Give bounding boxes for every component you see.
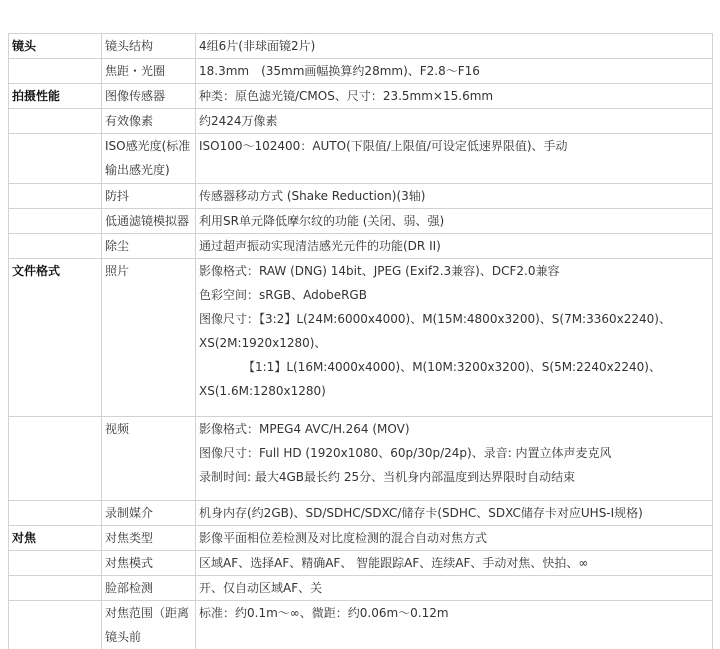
spec-label: 对焦模式	[102, 551, 196, 576]
spec-label: 照片	[102, 259, 196, 417]
spec-table	[8, 33, 713, 649]
category-cell	[9, 501, 102, 526]
photo-size-line: 图像尺寸：【3:2】L(24M:6000x4000)、M(15M:4800x3200)、S(7M:3360x2240)、	[199, 307, 709, 331]
spec-label-text: 对焦范围（距离镜头前	[105, 601, 192, 649]
table-row	[9, 134, 713, 184]
category-cell	[9, 184, 102, 209]
spec-label: 视频	[102, 417, 196, 501]
category-cell: 对焦	[9, 526, 102, 551]
category-cell	[9, 601, 102, 649]
table-row	[9, 576, 713, 601]
spec-value	[196, 417, 713, 501]
spec-value: 开、仅自动区域AF、关	[196, 576, 713, 601]
category-cell	[9, 134, 102, 184]
spec-label-text: ISO感光度(标准输出感光度)	[105, 134, 192, 182]
video-time-line: 录制时间: 最大4GB最长约 25分、当机身内部温度到达界限时自动结束	[199, 465, 709, 489]
spec-value: 影像平面相位差检测及对比度检测的混合自动对焦方式	[196, 526, 713, 551]
category-cell	[9, 576, 102, 601]
spec-value: 传感器移动方式 (Shake Reduction)(3轴)	[196, 184, 713, 209]
spec-label: 除尘	[102, 234, 196, 259]
photo-colorspace-line: 色彩空间：sRGB、AdobeRGB	[199, 283, 709, 307]
table-row	[9, 209, 713, 234]
spec-label: 镜头结构	[102, 34, 196, 59]
category-cell: 镜头	[9, 34, 102, 59]
spec-value: ISO100～102400：AUTO(下限值/上限值/可设定低速界限值)、手动	[196, 134, 713, 184]
photo-size-line: XS(1.6M:1280x1280)	[199, 379, 709, 403]
table-row	[9, 184, 713, 209]
table-row	[9, 501, 713, 526]
table-row	[9, 84, 713, 109]
spec-label: 低通滤镜模拟器	[102, 209, 196, 234]
photo-size-line: XS(2M:1920x1280)、	[199, 331, 709, 355]
spec-label	[102, 601, 196, 649]
category-cell	[9, 234, 102, 259]
category-cell	[9, 417, 102, 501]
spec-value: 通过超声振动实现清洁感光元件的功能(DR II)	[196, 234, 713, 259]
category-cell	[9, 209, 102, 234]
table-row	[9, 551, 713, 576]
spec-label: 防抖	[102, 184, 196, 209]
photo-size-line: 【1:1】L(16M:4000x4000)、M(10M:3200x3200)、S(5M:2240x2240)、	[199, 355, 709, 379]
spec-value	[196, 259, 713, 417]
video-format-line: 影像格式：MPEG4 AVC/H.264 (MOV)	[199, 417, 709, 441]
spec-label: 对焦类型	[102, 526, 196, 551]
spec-value: 利用SR单元降低摩尔纹的功能 (关闭、弱、强)	[196, 209, 713, 234]
category-cell: 文件格式	[9, 259, 102, 417]
table-row	[9, 109, 713, 134]
category-cell: 拍摄性能	[9, 84, 102, 109]
spec-label: 脸部检测	[102, 576, 196, 601]
category-cell	[9, 551, 102, 576]
spec-label: 有效像素	[102, 109, 196, 134]
spec-label: 图像传感器	[102, 84, 196, 109]
category-cell	[9, 59, 102, 84]
table-row	[9, 526, 713, 551]
spec-value: 种类：原色滤光镜/CMOS、尺寸：23.5mm×15.6mm	[196, 84, 713, 109]
video-size-line: 图像尺寸：Full HD (1920x1080、60p/30p/24p)、录音: 内置立体声麦克风	[199, 441, 709, 465]
photo-format-line: 影像格式：RAW (DNG) 14bit、JPEG (Exif2.3兼容)、DCF2.0兼容	[199, 259, 709, 283]
spec-value: 约2424万像素	[196, 109, 713, 134]
table-row	[9, 59, 713, 84]
spec-label: 录制媒介	[102, 501, 196, 526]
table-row	[9, 34, 713, 59]
table-row	[9, 234, 713, 259]
spec-value: 18.3mm (35mm画幅换算约28mm)、F2.8～F16	[196, 59, 713, 84]
spec-value: 机身内存(约2GB)、SD/SDHC/SDXC/储存卡(SDHC、SDXC储存卡对应UHS-I规格)	[196, 501, 713, 526]
spec-label: 焦距・光圈	[102, 59, 196, 84]
spec-label	[102, 134, 196, 184]
spec-value: 4组6片(非球面镜2片)	[196, 34, 713, 59]
table-row	[9, 601, 713, 649]
table-row	[9, 417, 713, 501]
category-cell	[9, 109, 102, 134]
table-row	[9, 259, 713, 417]
spec-value: 区域AF、选择AF、精确AF、 智能跟踪AF、连续AF、手动对焦、快拍、∞	[196, 551, 713, 576]
spec-value: 标准：约0.1m～∞、微距：约0.06m～0.12m	[196, 601, 713, 649]
